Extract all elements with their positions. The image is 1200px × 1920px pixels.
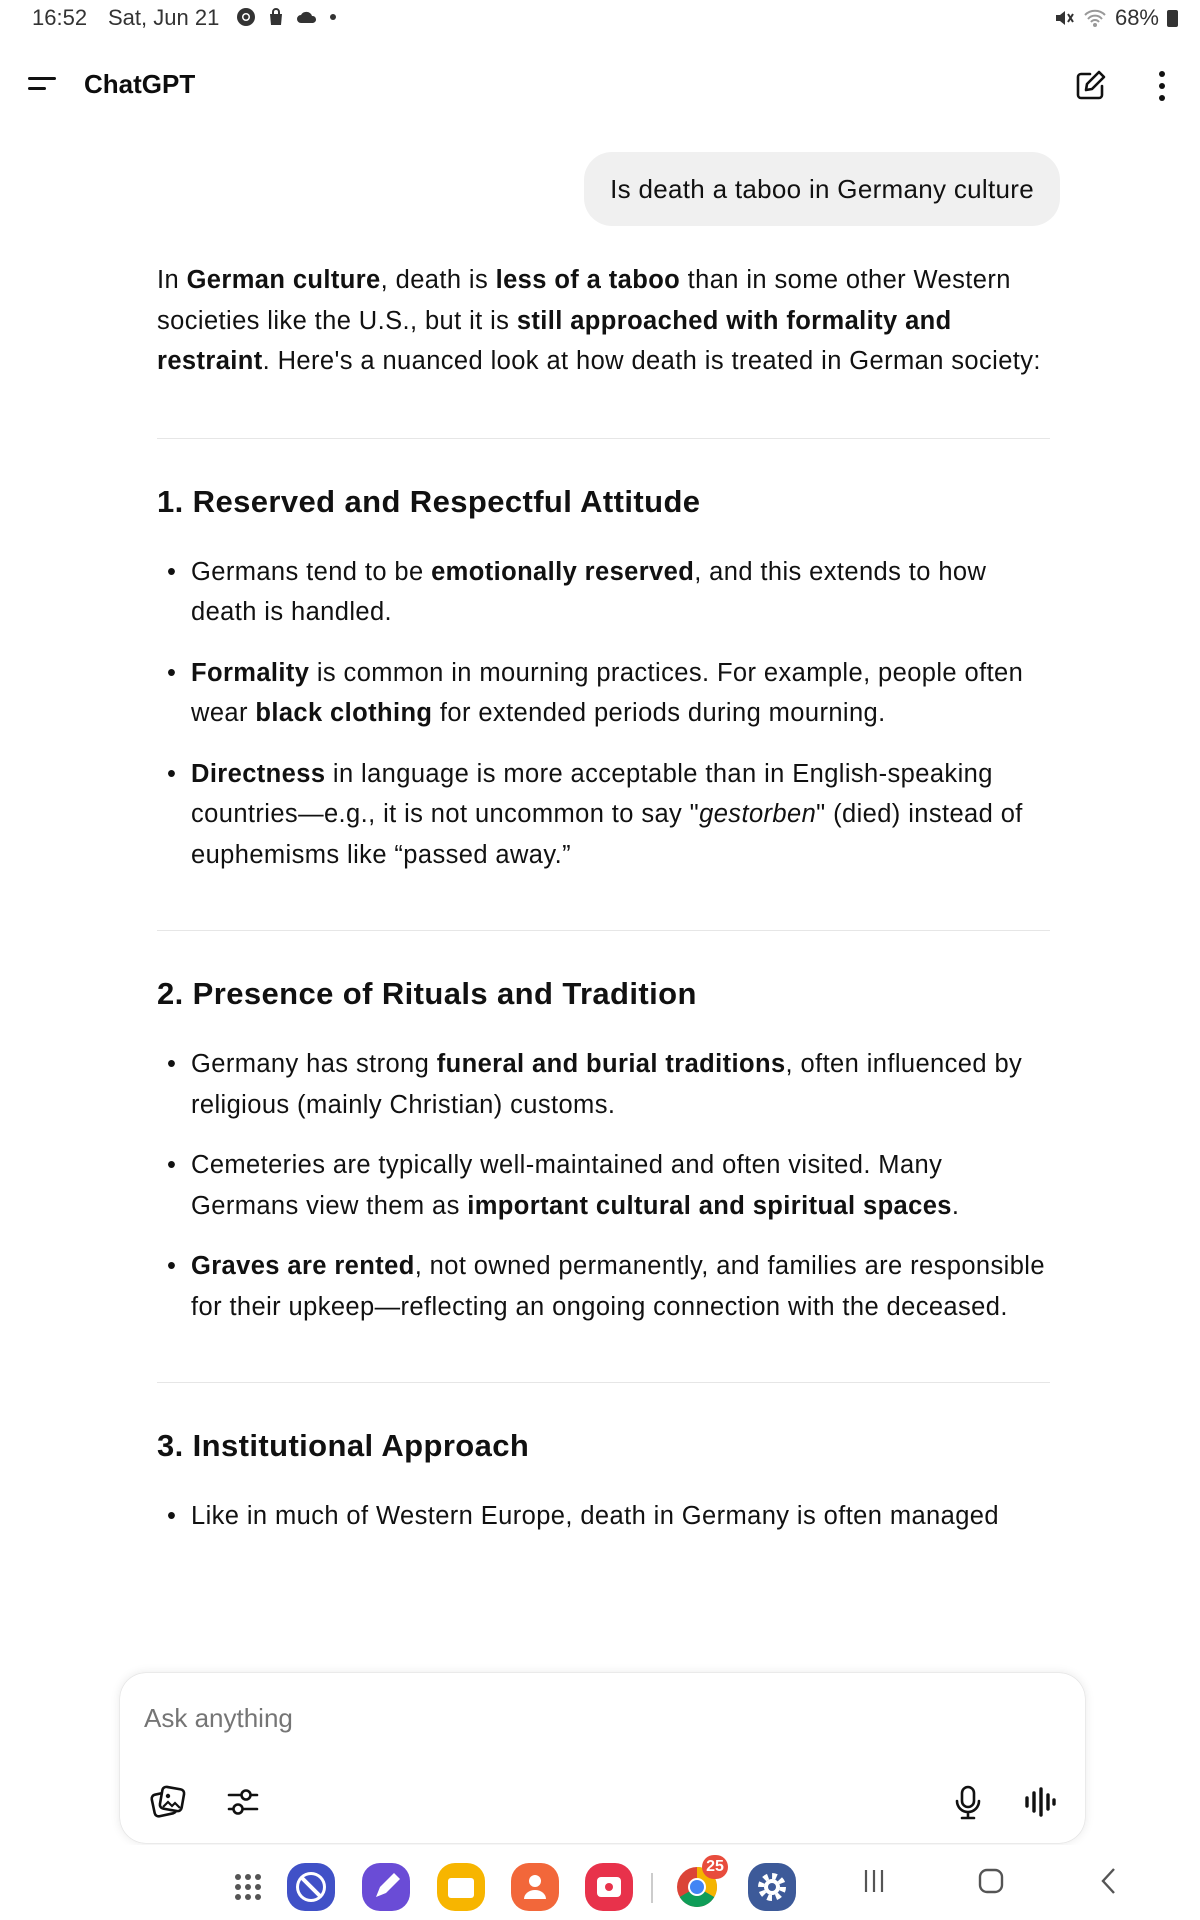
list-item: • Like in much of Western Europe, death in Germany is often managed	[157, 1496, 1050, 1537]
back-button[interactable]	[1094, 1865, 1126, 1897]
screen-recorder-app-icon[interactable]	[585, 1863, 633, 1911]
list-item: • Formality is common in mourning practices. For example, people often wear black clothing for extended periods during mourning.	[157, 653, 1050, 734]
list-item: • Directness in language is more acceptable than in English-speaking countries—e.g., it is not uncommon to say "gestorben" (died) instead of euphemisms like “passed away.”	[157, 754, 1050, 876]
chrome-icon	[236, 7, 256, 27]
system-nav-bar	[0, 1845, 1200, 1920]
chrome-notification-badge: 25	[702, 1855, 728, 1879]
status-time: 16:52	[32, 5, 88, 30]
image-attach-icon[interactable]	[149, 1783, 187, 1821]
section-divider	[157, 438, 1050, 439]
microphone-icon[interactable]	[949, 1783, 987, 1821]
cloud-icon	[296, 8, 318, 26]
files-app-icon[interactable]	[437, 1863, 485, 1911]
mute-icon	[1053, 7, 1075, 29]
app-header	[0, 50, 1200, 120]
list-item: • Germany has strong funeral and burial traditions, often influenced by religious (mainly Christian) customs.	[157, 1044, 1050, 1125]
internet-app-icon[interactable]	[287, 1863, 335, 1911]
section-divider	[157, 930, 1050, 931]
more-options-icon[interactable]	[1152, 68, 1172, 104]
list-item: • Cemeteries are typically well-maintained and often visited. Many Germans view them as important cultural and spiritual spaces.	[157, 1145, 1050, 1226]
voice-mode-icon[interactable]	[1020, 1783, 1058, 1821]
list-item: • Graves are rented, not owned permanently, and families are responsible for their upkeep—reflecting an ongoing connection with the deceased.	[157, 1246, 1050, 1327]
section-heading: 2. Presence of Rituals and Tradition	[157, 976, 697, 1011]
message-input[interactable]	[144, 1703, 944, 1734]
section-heading: 3. Institutional Approach	[157, 1428, 530, 1463]
app-title[interactable]: ChatGPT	[84, 69, 196, 99]
bullet-list	[157, 552, 1050, 876]
bullet-list	[157, 1496, 1050, 1537]
sidebar-menu-icon[interactable]	[28, 72, 58, 98]
battery-icon	[1167, 10, 1178, 27]
assistant-response	[157, 260, 1050, 1537]
wifi-icon	[1083, 8, 1107, 28]
tools-sliders-icon[interactable]	[224, 1783, 262, 1821]
status-bar	[0, 0, 1200, 36]
dot-icon	[328, 12, 338, 22]
notes-app-icon[interactable]	[362, 1863, 410, 1911]
home-button[interactable]	[975, 1865, 1007, 1897]
list-item: • Germans tend to be emotionally reserved, and this extends to how death is handled.	[157, 552, 1050, 633]
battery-percent: 68%	[1114, 5, 1159, 30]
bullet-list	[157, 1044, 1050, 1327]
app-drawer-icon[interactable]	[224, 1863, 272, 1911]
section-heading: 1. Reserved and Respectful Attitude	[157, 483, 701, 519]
contacts-app-icon[interactable]	[511, 1863, 559, 1911]
user-message-bubble: Is death a taboo in Germany culture	[584, 152, 1060, 226]
settings-app-icon[interactable]	[748, 1863, 796, 1911]
new-chat-icon[interactable]	[1072, 68, 1108, 104]
recents-button[interactable]	[858, 1865, 890, 1897]
message-composer	[120, 1673, 1085, 1843]
intro-paragraph: In German culture, death is less of a taboo than in some other Western societies like the U.S., but it is still approached with formality and restraint. Here's a nuanced look at how death is treated in German society:	[157, 266, 1041, 375]
section-divider	[157, 1382, 1050, 1383]
notification-icons	[236, 7, 338, 27]
status-date: Sat, Jun 21	[108, 5, 220, 30]
dock-divider	[651, 1873, 653, 1903]
bag-icon	[266, 7, 286, 27]
